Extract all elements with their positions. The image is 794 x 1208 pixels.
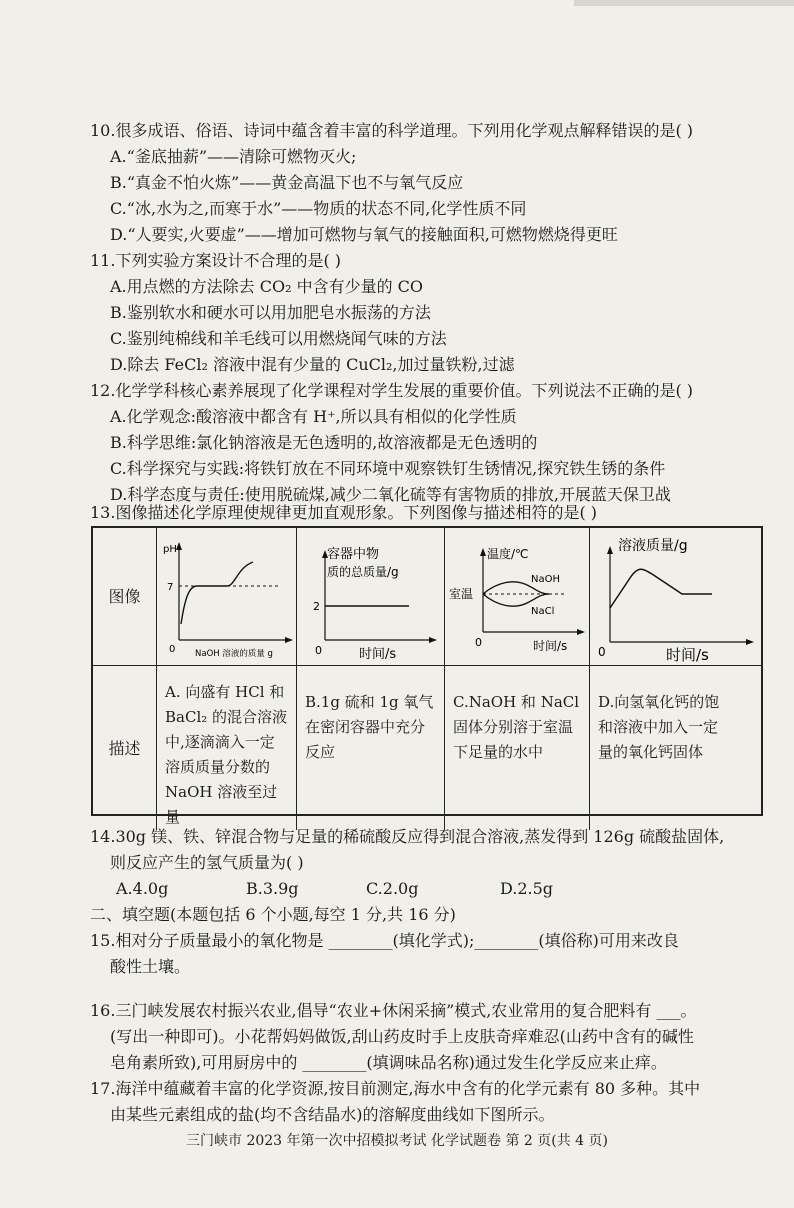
graph-a bbox=[157, 528, 296, 665]
q14-option-a: A.4.0g bbox=[116, 879, 169, 898]
q10-option-a: A.“釜底抽薪”——清除可燃物灭火; bbox=[110, 147, 357, 166]
graph-b-ylabel-2: 质的总质量/g bbox=[327, 565, 399, 579]
graph-a-x-arrow bbox=[285, 637, 293, 643]
q12-option-d: D.科学态度与责任:使用脱硫煤,减少二氧化硫等有害物质的排放,开展蓝天保卫战 bbox=[110, 485, 671, 504]
q12-stem: 12.化学学科核心素养展现了化学课程对学生发展的重要价值。下列说法不正确的是( ) bbox=[90, 381, 694, 400]
graph-c bbox=[445, 528, 589, 665]
q14-option-b: B.3.9g bbox=[246, 879, 299, 898]
graph-d-origin: 0 bbox=[598, 645, 606, 659]
q12-option-c: C.科学探究与实践:将铁钉放在不同环境中观察铁钉生锈情况,探究铁生锈的条件 bbox=[110, 459, 666, 478]
graph-a-tick-7: 7 bbox=[167, 582, 174, 593]
graph-b-ylabel-1: 容器中物 bbox=[327, 547, 380, 562]
desc-a: A. 向盛有 HCl 和 BaCl₂ 的混合溶液 中,逐滴滴入一定 溶质质量分数的 NaOH 溶液至过量 bbox=[157, 666, 297, 830]
page-footer: 三门峡市 2023 年第一次中招模拟考试 化学试题卷 第 2 页(共 4 页) bbox=[186, 1133, 608, 1149]
q12-option-a: A.化学观念:酸溶液中都含有 H⁺,所以具有相似的化学性质 bbox=[110, 407, 517, 426]
graph-c-nacl-label: NaCl bbox=[531, 606, 555, 617]
graph-d-y-arrow bbox=[607, 546, 613, 554]
desc-d: D.向氢氧化钙的饱 和溶液中加入一定 量的氧化钙固体 bbox=[598, 693, 720, 761]
graph-b-origin: 0 bbox=[315, 644, 322, 657]
graph-c-naoh-label: NaOH bbox=[531, 574, 560, 585]
graph-b-cell bbox=[297, 528, 445, 666]
q16-line-1: 16.三门峡发展农村振兴农业,倡导“农业+休闲采摘”模式,农业常用的复合肥料有 ___。 bbox=[90, 1001, 697, 1020]
graph-a-cell bbox=[157, 528, 297, 666]
q11-option-c: C.鉴别纯棉线和羊毛线可以用燃烧闻气味的方法 bbox=[110, 329, 447, 348]
graph-c-room-label: 室温 bbox=[449, 587, 474, 601]
graph-a-y-arrow bbox=[176, 542, 182, 550]
section-2-heading: 二、填空题(本题包括 6 个小题,每空 1 分,共 16 分) bbox=[90, 905, 456, 924]
q14-option-c: C.2.0g bbox=[366, 879, 419, 898]
graph-b-x-arrow bbox=[429, 637, 437, 643]
q16-line-2: (写出一种即可)。小花帮妈妈做饭,刮山药皮时手上皮肤奇痒难忍(山药中含有的碱性 bbox=[110, 1027, 694, 1046]
graph-c-nacl-curve bbox=[483, 594, 549, 606]
graph-d-cell bbox=[590, 528, 761, 666]
q11-stem: 11.下列实验方案设计不合理的是( ) bbox=[90, 251, 342, 270]
graph-a-ylabel: pH bbox=[163, 544, 177, 555]
q14-stem-line-2: 则反应产生的氢气质量为( ) bbox=[110, 853, 304, 872]
q10-stem: 10.很多成语、俗语、诗词中蕴含着丰富的科学道理。下列用化学观点解释错误的是( ) bbox=[90, 121, 694, 140]
graph-d-ylabel: 溶液质量/g bbox=[618, 538, 688, 554]
q10-option-b: B.“真金不怕火炼”——黄金高温下也不与氧气反应 bbox=[110, 173, 464, 192]
q14-stem-line-1: 14.30g 镁、铁、锌混合物与足量的稀硫酸反应得到混合溶液,蒸发得到 126g 硫酸盐固体, bbox=[90, 827, 725, 846]
graph-c-cell bbox=[445, 528, 590, 666]
row-label-image: 图像 bbox=[93, 528, 157, 666]
q17-line-1: 17.海洋中蕴藏着丰富的化学资源,按目前测定,海水中含有的化学元素有 80 多种。其中 bbox=[90, 1079, 701, 1098]
q15-line-2: 酸性土壤。 bbox=[110, 957, 191, 976]
graph-c-y-arrow bbox=[480, 548, 486, 556]
graph-c-x-arrow bbox=[577, 629, 585, 635]
graph-a-xlabel: NaOH 溶液的质量 g bbox=[195, 649, 273, 659]
graph-a-curve bbox=[181, 562, 253, 624]
desc-b: B.1g 硫和 1g 氧气 在密闭容器中充分 反应 bbox=[297, 666, 445, 830]
row-label-desc: 描述 bbox=[93, 666, 157, 830]
graph-b-tick-2: 2 bbox=[313, 600, 320, 613]
graph-a-origin: 0 bbox=[169, 644, 176, 655]
graph-d-curve bbox=[610, 569, 712, 608]
graph-c-ylabel: 温度/℃ bbox=[487, 547, 529, 561]
desc-c: C.NaOH 和 NaCl 固体分别溶于室温 下足量的水中 bbox=[445, 666, 590, 830]
q16-line-3: 皂角素所致),可用厨房中的 ________(填调味品名称)通过发生化学反应来止痒。 bbox=[110, 1053, 667, 1072]
q15-line-1: 15.相对分子质量最小的氧化物是 ________(填化学式);________(填俗称)可用来改良 bbox=[90, 931, 679, 950]
q14-option-d: D.2.5g bbox=[500, 879, 554, 898]
q13-table bbox=[91, 526, 763, 826]
q11-option-a: A.用点燃的方法除去 CO₂ 中含有少量的 CO bbox=[110, 277, 424, 296]
graph-b bbox=[297, 528, 444, 665]
q10-option-d: D.“人要实,火要虚”——增加可燃物与氧气的接触面积,可燃物燃烧得更旺 bbox=[110, 225, 618, 244]
q13-stem: 13.图像描述化学原理使规律更加直观形象。下列图像与描述相符的是( ) bbox=[90, 503, 598, 522]
q17-line-2: 由某些元素组成的盐(均不含结晶水)的溶解度曲线如下图所示。 bbox=[110, 1105, 555, 1124]
graph-d-xlabel: 时间/s bbox=[666, 646, 709, 664]
q12-option-b: B.科学思维:氯化钠溶液是无色透明的,故溶液都是无色透明的 bbox=[110, 433, 538, 452]
q11-option-d: D.除去 FeCl₂ 溶液中混有少量的 CuCl₂,加过量铁粉,过滤 bbox=[110, 355, 515, 374]
scan-edge-shadow bbox=[574, 0, 794, 6]
q11-option-b: B.鉴别软水和硬水可以用加肥皂水振荡的方法 bbox=[110, 303, 431, 322]
graph-c-origin: 0 bbox=[475, 636, 482, 649]
graph-d-x-arrow bbox=[746, 639, 754, 645]
graph-d bbox=[590, 528, 760, 665]
graph-c-xlabel: 时间/s bbox=[533, 639, 568, 653]
q10-option-c: C.“冰,水为之,而寒于水”——物质的状态不同,化学性质不同 bbox=[110, 199, 527, 218]
graph-b-xlabel: 时间/s bbox=[359, 647, 397, 662]
